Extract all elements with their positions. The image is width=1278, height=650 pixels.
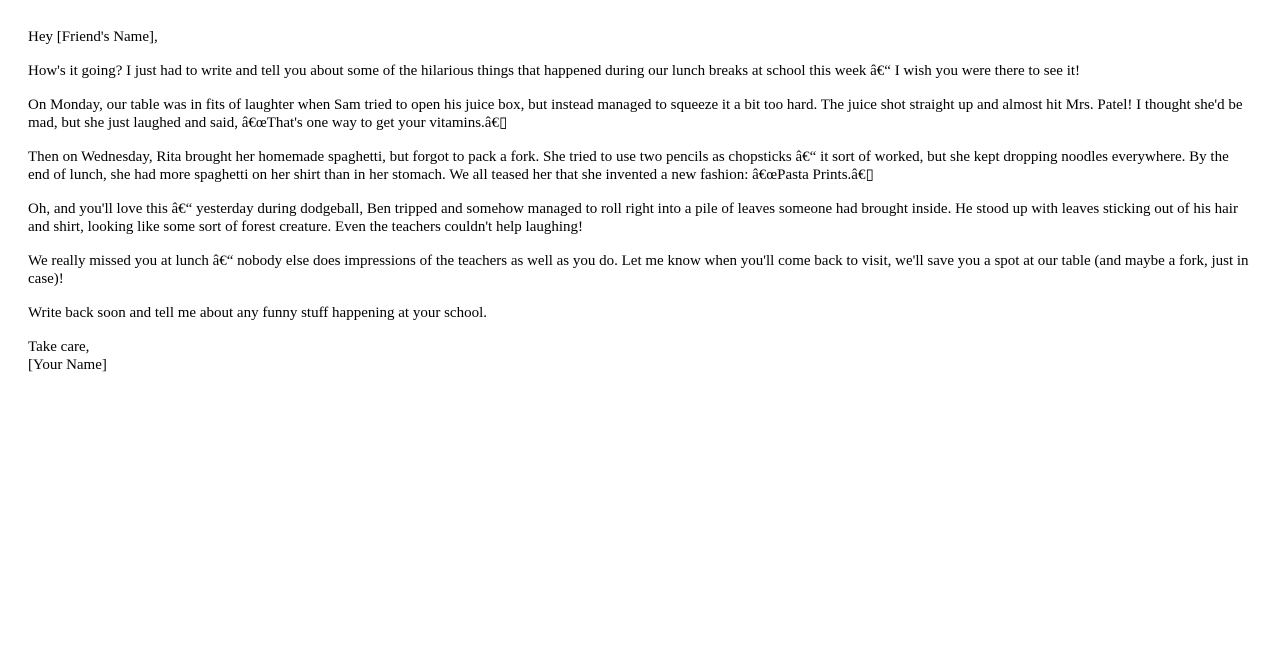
letter-greeting: Hey [Friend's Name], — [28, 29, 158, 45]
letter-paragraph-dodgeball: Oh, and you'll love this â€“ yesterday during dodgeball, Ben tripped and somehow managed to roll right into a pile of leaves someone had brought inside. He stood up with leaves sticking out of his hair and shirt, looking like some sort of forest creature. Even the teachers couldn't help laughing! — [28, 201, 1238, 235]
letter-paragraph-monday: On Monday, our table was in fits of laughter when Sam tried to open his juice box, but instead managed to squeeze it a bit too hard. The juice shot straight up and almost hit Mrs. Patel! I thought she'd be mad, but she just laughed and said, â€œThat's one way to get your vitamins.â€▯ — [28, 97, 1243, 131]
letter-paragraph-write-back: Write back soon and tell me about any funny stuff happening at your school. — [28, 305, 488, 321]
letter-closing — [28, 338, 1250, 374]
letter-signature: [Your Name] — [28, 357, 107, 373]
letter-paragraph-intro: How's it going? I just had to write and tell you about some of the hilarious things that happened during our lunch breaks at school this week â€“ I wish you were there to see it! — [28, 63, 1081, 79]
letter-paragraph-wednesday: Then on Wednesday, Rita brought her homemade spaghetti, but forgot to pack a fork. She tried to use two pencils as chopsticks â€“ it sort of worked, but she kept dropping noodles everywhere. By the end of lunch, she had more spaghetti on her shirt than in her stomach. We all teased her that she invented a new fashion: â€œPasta Prints.â€▯ — [28, 149, 1229, 183]
letter-paragraph-missed-you: We really missed you at lunch â€“ nobody else does impressions of the teachers as well as you do. Let me know when you'll come back to visit, we'll save you a spot at our table (and maybe a fork, just in case)! — [28, 253, 1249, 287]
letter-signoff: Take care, — [28, 339, 90, 355]
